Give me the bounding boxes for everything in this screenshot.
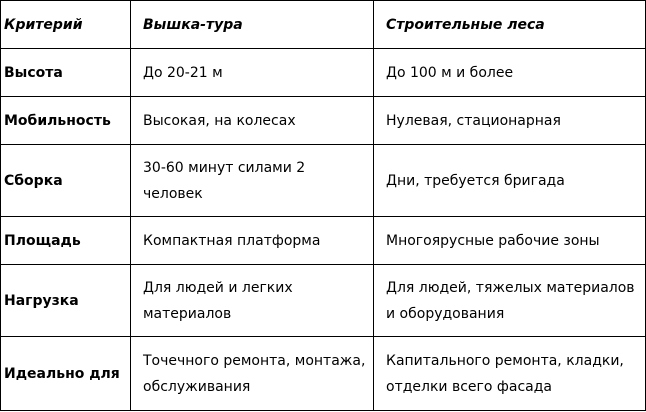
criterion-cell: Мобильность	[1, 97, 131, 145]
scaffold-cell: До 100 м и более	[374, 49, 646, 97]
tower-cell: Для людей и легких материалов	[131, 265, 374, 337]
table-row	[1, 217, 646, 265]
header-criterion: Критерий	[1, 1, 131, 49]
criterion-cell: Сборка	[1, 145, 131, 217]
tower-cell: 30-60 минут силами 2 человек	[131, 145, 374, 217]
table-header-row	[1, 1, 646, 49]
criterion-cell: Идеально для	[1, 337, 131, 411]
scaffold-cell: Капитального ремонта, кладки, отделки всего фасада	[374, 337, 646, 411]
header-tower: Вышка-тура	[131, 1, 374, 49]
tower-cell: Точечного ремонта, монтажа, обслуживания	[131, 337, 374, 411]
scaffold-cell: Для людей, тяжелых материалов и оборудования	[374, 265, 646, 337]
table-row	[1, 337, 646, 411]
table-row	[1, 145, 646, 217]
criterion-cell: Высота	[1, 49, 131, 97]
criterion-cell: Нагрузка	[1, 265, 131, 337]
table-row	[1, 97, 646, 145]
tower-cell: До 20-21 м	[131, 49, 374, 97]
scaffold-cell: Нулевая, стационарная	[374, 97, 646, 145]
header-scaffold: Строительные леса	[374, 1, 646, 49]
criterion-cell: Площадь	[1, 217, 131, 265]
tower-cell: Высокая, на колесах	[131, 97, 374, 145]
table-row	[1, 265, 646, 337]
table-row	[1, 49, 646, 97]
scaffold-cell: Многоярусные рабочие зоны	[374, 217, 646, 265]
tower-cell: Компактная платформа	[131, 217, 374, 265]
scaffold-cell: Дни, требуется бригада	[374, 145, 646, 217]
